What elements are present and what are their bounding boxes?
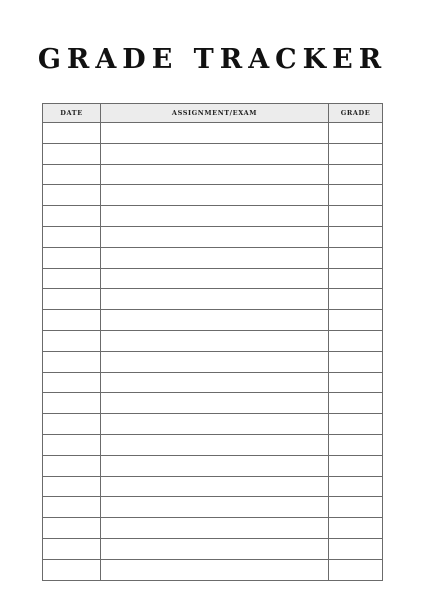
table-row xyxy=(43,372,383,393)
date-cell[interactable] xyxy=(43,414,101,435)
date-cell[interactable] xyxy=(43,143,101,164)
date-cell[interactable] xyxy=(43,455,101,476)
header-row xyxy=(43,104,383,123)
date-cell[interactable] xyxy=(43,559,101,580)
table-row xyxy=(43,330,383,351)
column-header-date: DATE xyxy=(43,104,101,123)
assignment-cell[interactable] xyxy=(101,330,329,351)
table-row xyxy=(43,310,383,331)
grade-cell[interactable] xyxy=(329,164,383,185)
table-row xyxy=(43,164,383,185)
assignment-cell[interactable] xyxy=(101,497,329,518)
date-cell[interactable] xyxy=(43,268,101,289)
assignment-cell[interactable] xyxy=(101,351,329,372)
date-cell[interactable] xyxy=(43,289,101,310)
table-row xyxy=(43,351,383,372)
date-cell[interactable] xyxy=(43,185,101,206)
date-cell[interactable] xyxy=(43,226,101,247)
table-row xyxy=(43,226,383,247)
grade-cell[interactable] xyxy=(329,351,383,372)
assignment-cell[interactable] xyxy=(101,476,329,497)
grade-cell[interactable] xyxy=(329,143,383,164)
table-row xyxy=(43,393,383,414)
table-row xyxy=(43,206,383,227)
grade-cell[interactable] xyxy=(329,268,383,289)
page-title: GRADE TRACKER xyxy=(37,44,388,75)
grade-cell[interactable] xyxy=(329,247,383,268)
date-cell[interactable] xyxy=(43,476,101,497)
date-cell[interactable] xyxy=(43,164,101,185)
date-cell[interactable] xyxy=(43,123,101,144)
grade-cell[interactable] xyxy=(329,310,383,331)
assignment-cell[interactable] xyxy=(101,185,329,206)
assignment-cell[interactable] xyxy=(101,143,329,164)
date-cell[interactable] xyxy=(43,247,101,268)
column-header-grade: GRADE xyxy=(329,104,383,123)
grade-cell[interactable] xyxy=(329,455,383,476)
grade-tracker-table xyxy=(42,103,383,581)
assignment-cell[interactable] xyxy=(101,206,329,227)
assignment-cell[interactable] xyxy=(101,226,329,247)
assignment-cell[interactable] xyxy=(101,123,329,144)
table-row xyxy=(43,247,383,268)
grade-cell[interactable] xyxy=(329,123,383,144)
assignment-cell[interactable] xyxy=(101,538,329,559)
grade-cell[interactable] xyxy=(329,497,383,518)
grade-cell[interactable] xyxy=(329,185,383,206)
table-row xyxy=(43,559,383,580)
assignment-cell[interactable] xyxy=(101,414,329,435)
table-row xyxy=(43,455,383,476)
table-row xyxy=(43,268,383,289)
table-row xyxy=(43,434,383,455)
table-row xyxy=(43,185,383,206)
assignment-cell[interactable] xyxy=(101,164,329,185)
grade-cell[interactable] xyxy=(329,559,383,580)
grade-cell[interactable] xyxy=(329,538,383,559)
assignment-cell[interactable] xyxy=(101,434,329,455)
date-cell[interactable] xyxy=(43,372,101,393)
date-cell[interactable] xyxy=(43,393,101,414)
table-row xyxy=(43,414,383,435)
grade-cell[interactable] xyxy=(329,330,383,351)
grade-cell[interactable] xyxy=(329,289,383,310)
date-cell[interactable] xyxy=(43,538,101,559)
date-cell[interactable] xyxy=(43,497,101,518)
date-cell[interactable] xyxy=(43,206,101,227)
grade-cell[interactable] xyxy=(329,476,383,497)
grade-cell[interactable] xyxy=(329,393,383,414)
grade-cell[interactable] xyxy=(329,414,383,435)
assignment-cell[interactable] xyxy=(101,247,329,268)
table-row xyxy=(43,123,383,144)
date-cell[interactable] xyxy=(43,310,101,331)
table-row xyxy=(43,476,383,497)
grade-cell[interactable] xyxy=(329,372,383,393)
table-body xyxy=(43,123,383,581)
date-cell[interactable] xyxy=(43,330,101,351)
assignment-cell[interactable] xyxy=(101,518,329,539)
assignment-cell[interactable] xyxy=(101,559,329,580)
grade-cell[interactable] xyxy=(329,434,383,455)
assignment-cell[interactable] xyxy=(101,455,329,476)
grade-cell[interactable] xyxy=(329,206,383,227)
column-header-assignment: ASSIGNMENT/EXAM xyxy=(101,104,329,123)
grade-cell[interactable] xyxy=(329,518,383,539)
table-header xyxy=(43,104,383,123)
assignment-cell[interactable] xyxy=(101,310,329,331)
assignment-cell[interactable] xyxy=(101,393,329,414)
table-row xyxy=(43,289,383,310)
date-cell[interactable] xyxy=(43,351,101,372)
date-cell[interactable] xyxy=(43,518,101,539)
table-row xyxy=(43,497,383,518)
table-row xyxy=(43,518,383,539)
table-row xyxy=(43,143,383,164)
grade-cell[interactable] xyxy=(329,226,383,247)
date-cell[interactable] xyxy=(43,434,101,455)
table-row xyxy=(43,538,383,559)
assignment-cell[interactable] xyxy=(101,268,329,289)
assignment-cell[interactable] xyxy=(101,289,329,310)
assignment-cell[interactable] xyxy=(101,372,329,393)
